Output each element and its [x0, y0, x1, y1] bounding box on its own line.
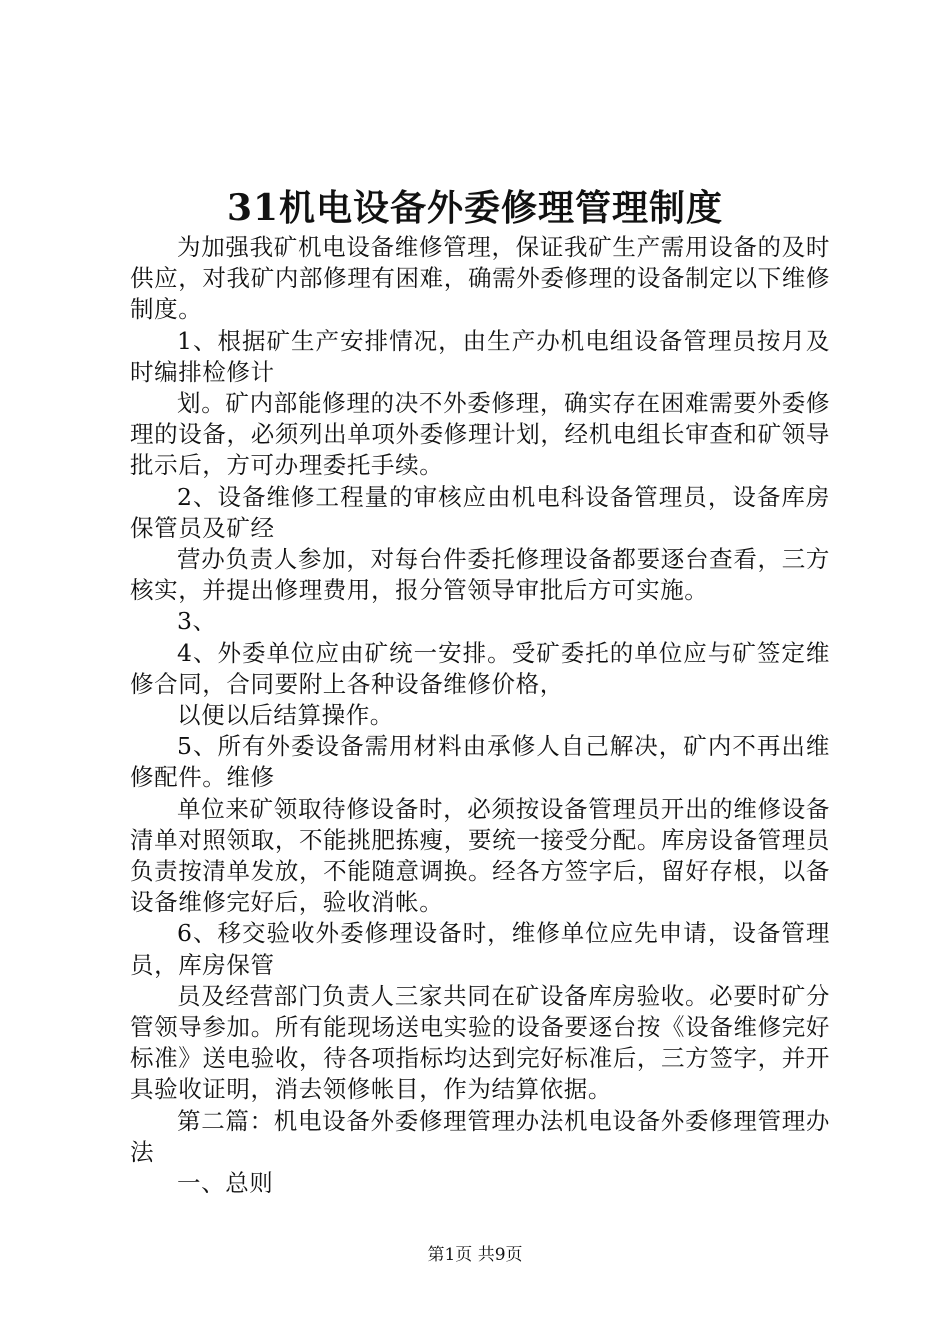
- paragraph: 员及经营部门负责人三家共同在矿设备库房验收。必要时矿分管领导参加。所有能现场送电实验的设备要逐台按《设备维修完好标准》送电验收，待各项指标均达到完好标准后，三方签字，并开具验收证明，消去领修帐目，作为结算依据。: [130, 981, 830, 1104]
- paragraph: 1、根据矿生产安排情况，由生产办机电组设备管理员按月及时编排检修计: [130, 326, 830, 386]
- paragraph: 营办负责人参加，对每台件委托修理设备都要逐台查看，三方核实，并提出修理费用，报分管领导审批后方可实施。: [130, 545, 830, 605]
- paragraph: 单位来矿领取待修设备时，必须按设备管理员开出的维修设备清单对照领取，不能挑肥拣瘦，要统一接受分配。库房设备管理员负责按清单发放，不能随意调换。经各方签字后，留好存根，以备设备维修完好后，验收消帐。: [130, 794, 830, 917]
- paragraph: 第二篇：机电设备外委修理管理办法机电设备外委修理管理办法: [130, 1106, 830, 1166]
- paragraph: 5、所有外委设备需用材料由承修人自己解决，矿内不再出维修配件。维修: [130, 732, 830, 792]
- page-footer: 第1页 共9页: [427, 1245, 523, 1265]
- paragraph: 一、总则: [177, 1169, 274, 1198]
- paragraph: 划。矿内部能修理的决不外委修理，确实存在困难需要外委修理的设备，必须列出单项外委修理计划，经机电组长审查和矿领导批示后，方可办理委托手续。: [130, 389, 830, 480]
- paragraph: 以便以后结算操作。: [177, 701, 394, 730]
- paragraph: 2、设备维修工程量的审核应由机电科设备管理员，设备库房保管员及矿经: [130, 482, 830, 542]
- paragraph: 4、外委单位应由矿统一安排。受矿委托的单位应与矿签定维修合同，合同要附上各种设备维修价格，: [130, 638, 830, 698]
- paragraph: 为加强我矿机电设备维修管理，保证我矿生产需用设备的及时供应，对我矿内部修理有困难，确需外委修理的设备制定以下维修制度。: [130, 233, 830, 324]
- paragraph: 3、: [177, 607, 217, 636]
- document-body: [130, 232, 830, 1199]
- paragraph: 6、移交验收外委修理设备时，维修单位应先申请，设备管理员，库房保管: [130, 919, 830, 979]
- document-title: 31机电设备外委修理管理制度: [226, 187, 724, 229]
